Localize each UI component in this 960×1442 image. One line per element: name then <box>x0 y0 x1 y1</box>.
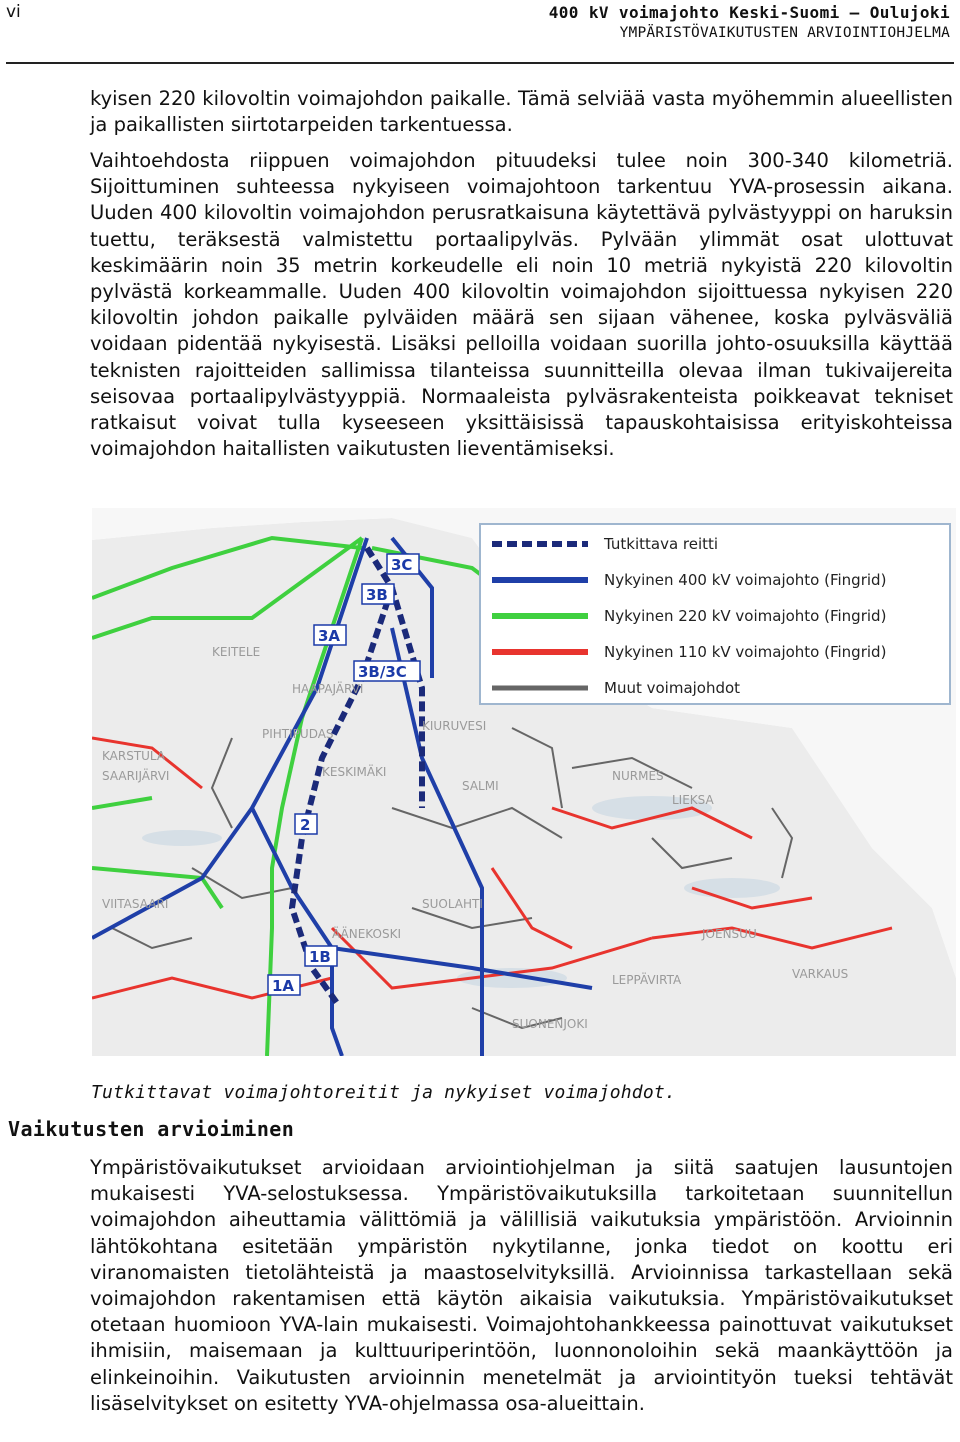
place-name: JOENSUU <box>702 927 757 941</box>
place-name: KEITELE <box>212 645 261 659</box>
map-legend <box>480 524 950 704</box>
legend-label-220kv: Nykyinen 220 kV voimajohto (Fingrid) <box>604 607 887 625</box>
place-name: SUOLAHTI <box>422 897 483 911</box>
route-map <box>92 508 956 1056</box>
place-name: KIURUVESI <box>422 719 487 733</box>
route-label-1b <box>305 946 337 966</box>
route-label-1a <box>268 975 300 995</box>
place-name: SALMI <box>462 779 499 793</box>
route-map-figure <box>92 508 956 1056</box>
header-rule <box>6 62 954 64</box>
route-label-3c <box>387 554 419 574</box>
place-name: SAARIJÄRVI <box>102 769 170 783</box>
legend-label-110kv: Nykyinen 110 kV voimajohto (Fingrid) <box>604 643 887 661</box>
place-name: KESKIMÄKI <box>322 765 387 779</box>
place-name: SUONENJOKI <box>512 1017 588 1031</box>
svg-text:1B: 1B <box>309 948 331 966</box>
route-label-3a <box>314 625 346 645</box>
running-header <box>549 2 950 44</box>
figure-caption: Tutkittavat voimajohtoreitit ja nykyiset voimajohdot. <box>91 1082 676 1103</box>
route-label-2 <box>295 814 317 834</box>
paragraph-route-description: Vaihtoehdosta riippuen voimajohdon pituudeksi tulee noin 300-340 kilometriä. Sijoittuminen suhteessa nykyiseen voimajohtoon tarkentuu YVA-prosessin aikana. Uuden 400 kilovoltin voimajohdon perusratkaisuna käytettävä pylvästyyppi on haruksin tuettu, teräksestä valmistettu portaalipylväs. Pylvään ylimmät osat ulottuvat keskimäärin noin 35 metrin korkeudelle eli noin 10 metriä nykyistä 220 kilovoltin pylvästä korkeammalle. Uuden 400 kilovoltin voimajohdon sijoittuessa nykyisen 220 kilovoltin johdon paikalle pylväiden määrä sen sijaan vähenee, koska pylväsväliä voidaan pidentää nykyisestä. Lisäksi pelloilla voidaan suorilla johto-osuuksilla käyttää teknisten rajoitteiden sallimissa tilanteissa suunnitteilla olevaa ilman tukivaijereita seisovaa portaalipylvästyyppiä. Normaaleista pylväsrakenteista poikkeavat tekniset ratkaisut voivat tulla kyseeseen yksittäisissä tapauskohtaisissa erityiskohteissa voimajohdon haitallisten vaikutusten lieventämiseksi. <box>90 149 953 461</box>
svg-text:3A: 3A <box>318 627 341 645</box>
place-name: VARKAUS <box>792 967 849 981</box>
legend-label-400kv: Nykyinen 400 kV voimajohto (Fingrid) <box>604 571 887 589</box>
svg-text:3C: 3C <box>391 556 413 574</box>
place-name: ÄÄNEKOSKI <box>332 927 401 941</box>
paragraph-continuation: kyisen 220 kilovoltin voimajohdon paikalle. Tämä selviää vasta myöhemmin alueellisten ja paikallisten siirtotarpeiden tarkentuessa. <box>90 87 953 137</box>
place-name: VIITASAARI <box>102 897 169 911</box>
place-name: PIHTIPUDAS <box>262 727 334 741</box>
header-subtitle: YMPÄRISTÖVAIKUTUSTEN ARVIOINTIOHJELMA <box>619 25 950 41</box>
lake <box>142 830 222 846</box>
svg-text:2: 2 <box>300 816 311 834</box>
section-heading: Vaikutusten arvioiminen <box>8 1117 295 1141</box>
legend-label-study-route: Tutkittava reitti <box>604 535 719 553</box>
route-label-3b3c <box>354 661 420 681</box>
place-name: NURMES <box>612 769 664 783</box>
svg-text:1A: 1A <box>272 977 295 995</box>
lake <box>684 878 780 898</box>
legend-label-other: Muut voimajohdot <box>604 679 741 697</box>
paragraph-assessment: Ympäristövaikutukset arvioidaan arviointiohjelman ja siitä saatujen lausuntojen mukaisesti YVA-selostuksessa. Ympäristövaikutuksilla tarkoitetaan suunnitellun voimajohdon aiheuttamia välittömiä ja välillisiä vaikutuksia ympäristöön. Arvioinnin lähtökohtana esitetään ympäristön nykytilanne, jonka tiedot on koottu eri viranomaisten tietolähteistä ja maastoselvityksillä. Arvioinnissa tarkastellaan sekä voimajohdon rakentamisen että käytön aikaisia vaikutuksia. Ympäristövaikutukset otetaan huomioon YVA-lain mukaisesti. Voimajohtohankkeessa painottuvat vaikutukset ihmisiin, maisemaan ja kulttuuriperintöön, luonnonoloihin sekä maankäyttöön ja elinkeinoihin. Vaikutusten arvioinnin menetelmät ja arviointityön tueksi tehtävät lisäselvitykset on esitetty YVA-ohjelmassa osa-alueittain. <box>90 1156 953 1415</box>
place-name: LEPPÄVIRTA <box>612 973 682 987</box>
place-name: KARSTULA <box>102 749 166 763</box>
header-title: 400 kV voimajohto Keski-Suomi – Oulujoki <box>548 3 950 22</box>
route-label-3b <box>362 584 394 604</box>
svg-text:3B: 3B <box>366 586 388 604</box>
place-name: HAAPAJÄRVI <box>292 682 364 696</box>
place-name: LIEKSA <box>672 793 714 807</box>
svg-text:3B/3C: 3B/3C <box>358 663 407 681</box>
page-number: vi <box>6 2 21 22</box>
